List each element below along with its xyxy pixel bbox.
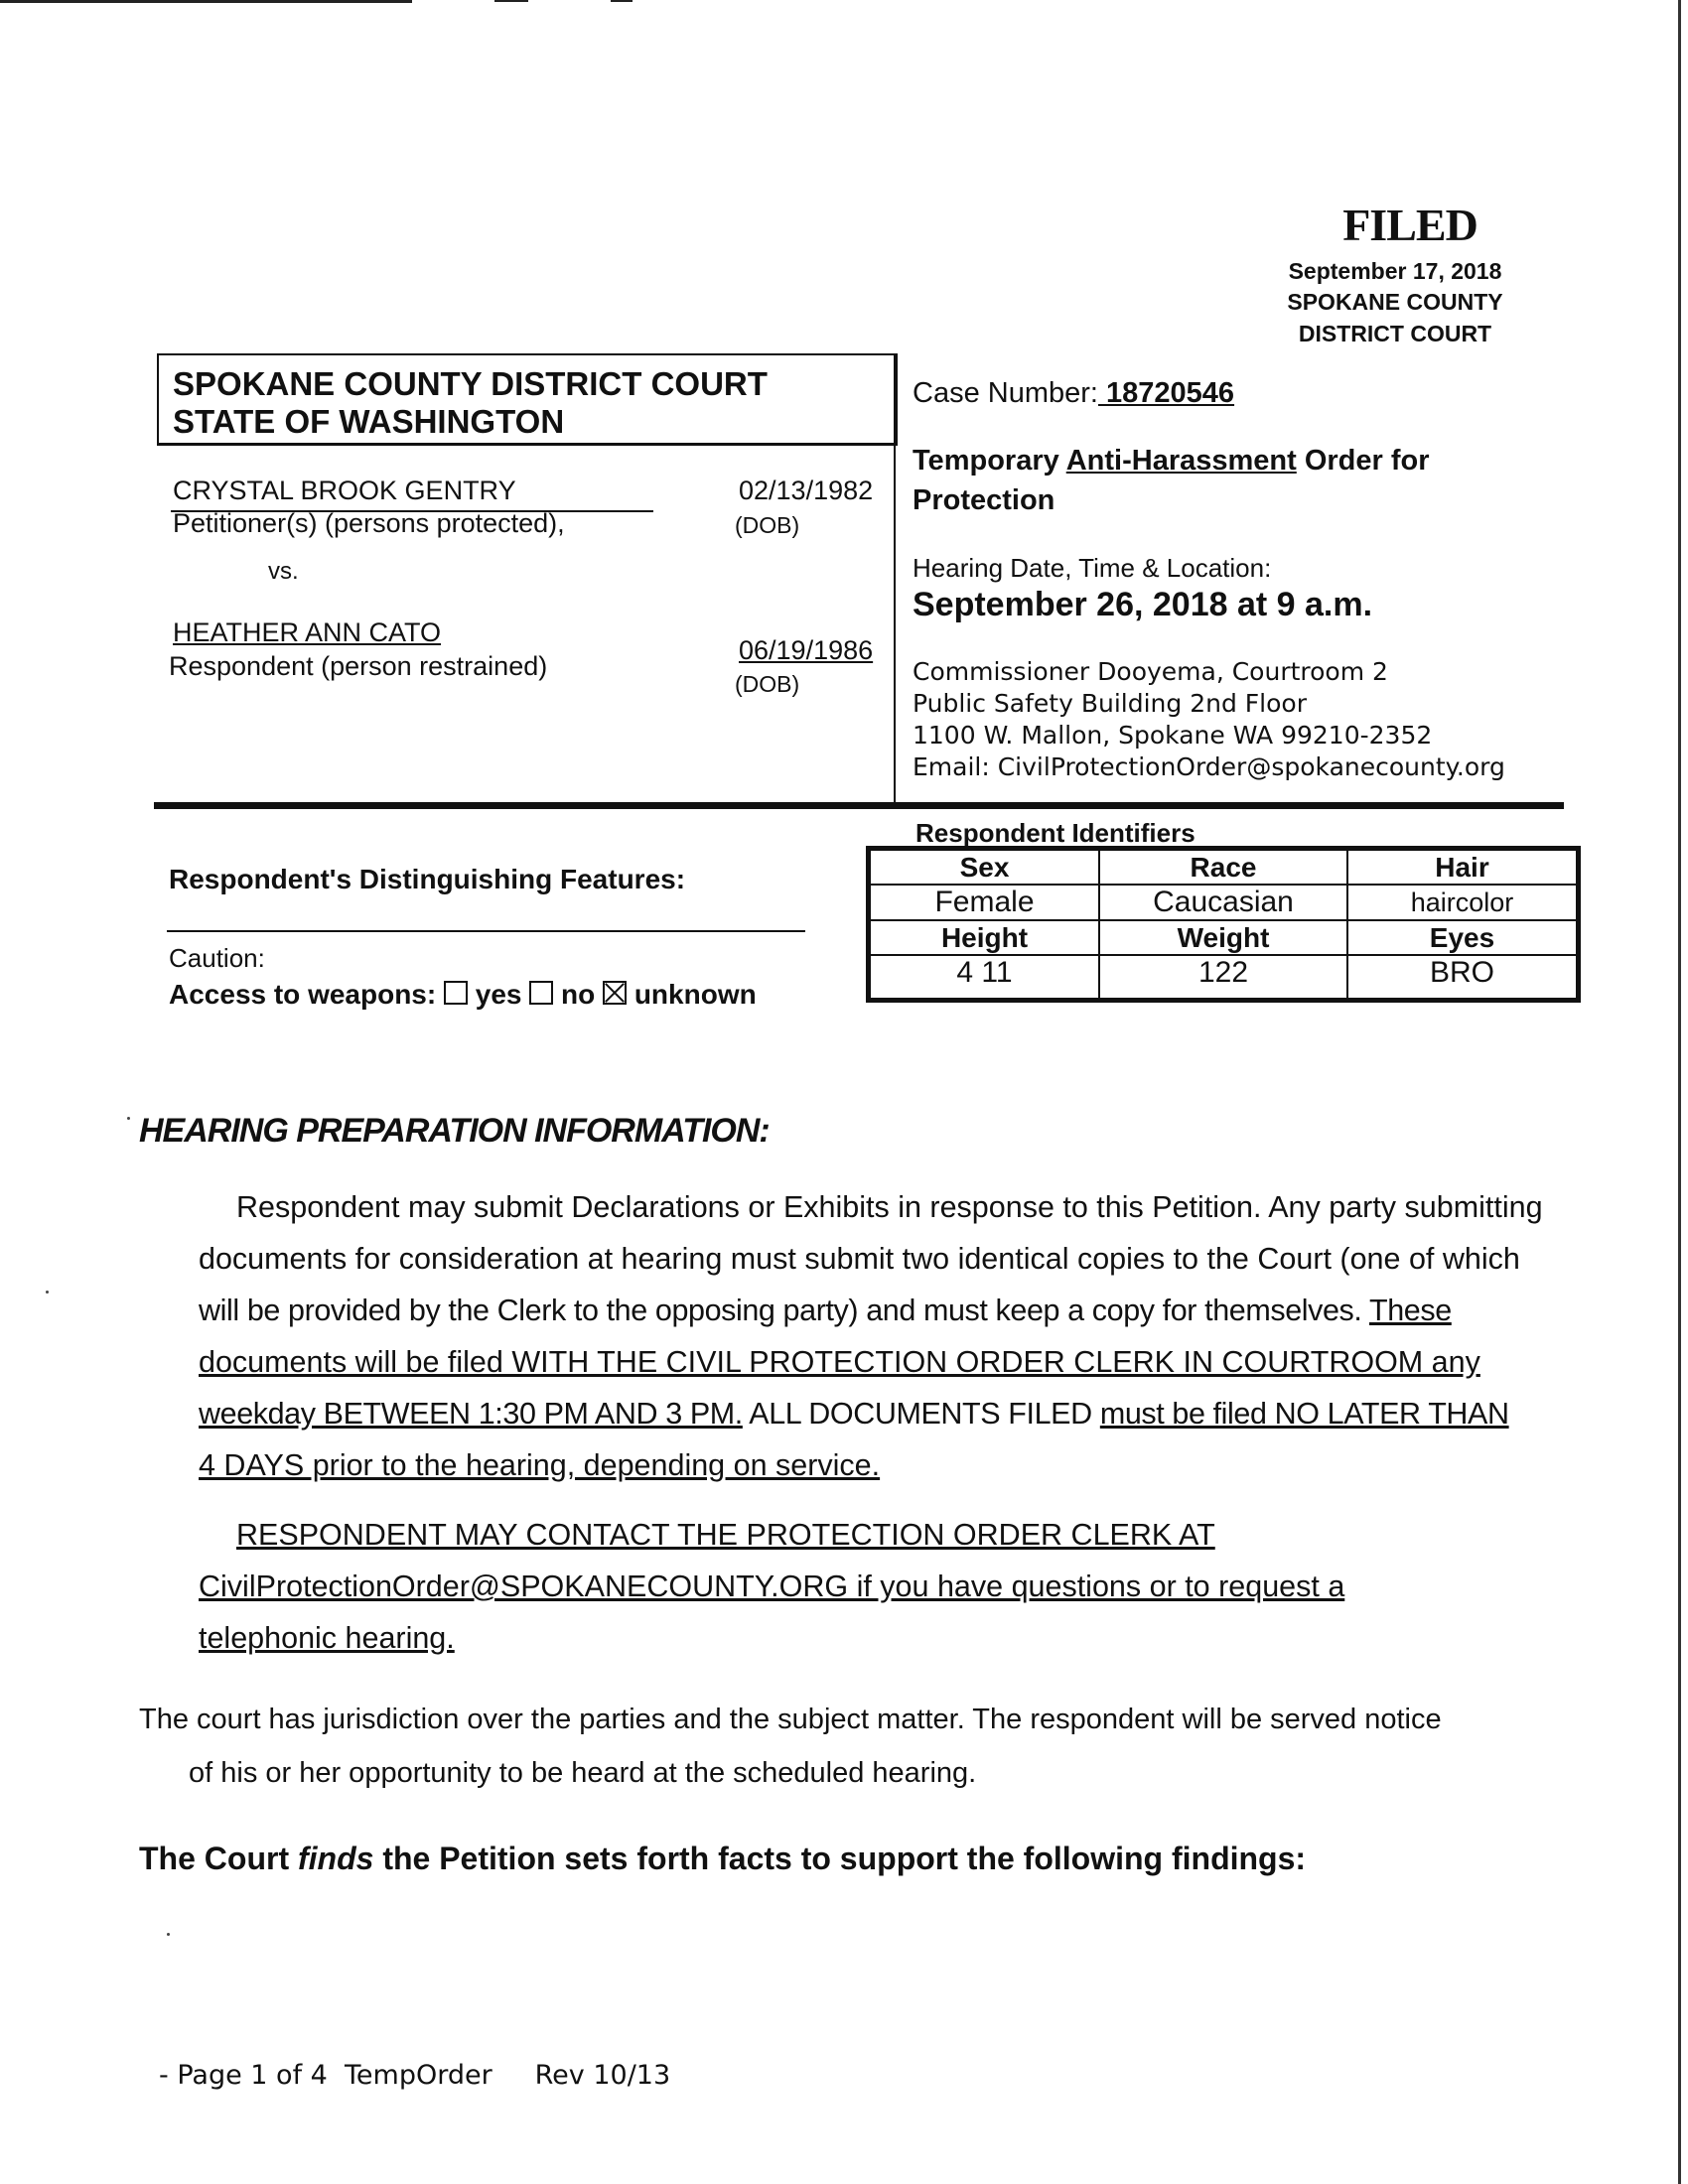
petitioner-name: CRYSTAL BROOK GENTRY <box>173 476 516 505</box>
order-title-line2: Protection <box>913 484 1055 516</box>
stray-mark <box>46 1291 49 1294</box>
scan-line <box>0 0 412 3</box>
header-sex: Sex <box>869 849 1100 886</box>
order-title-post: Order for <box>1296 445 1430 477</box>
respondent-role: Respondent (person restrained) <box>169 651 548 681</box>
para-line: documents will be filed WITH THE CIVIL PROTECTION ORDER CLERK IN COURTROOM any <box>199 1345 1480 1379</box>
court-name: SPOKANE COUNTY DISTRICT COURT <box>173 365 768 402</box>
petitioner-role: Petitioner(s) (persons protected), <box>173 508 565 538</box>
case-number-label: Case Number: <box>913 377 1098 409</box>
table-row <box>869 955 1579 1001</box>
value-weight: 122 <box>1099 955 1347 1001</box>
table-row <box>869 885 1579 920</box>
header-race: Race <box>1099 849 1347 886</box>
findings-emphasis: finds <box>297 1841 374 1876</box>
footer-form: TempOrder Rev 10/13 <box>327 2060 671 2091</box>
identifiers-table <box>866 846 1581 1003</box>
findings-line <box>139 1841 1306 1877</box>
scan-mark <box>494 0 528 2</box>
para-line <box>199 1388 1549 1439</box>
identifiers-title: Respondent Identifiers <box>915 818 1196 848</box>
page-footer <box>159 2060 670 2091</box>
para-text: ALL DOCUMENTS FILED <box>742 1397 1100 1431</box>
para-line: Respondent may submit Declarations or Exhibits in response to this Petition. Any party submitting <box>236 1190 1543 1224</box>
para-line: documents for consideration at hearing must submit two identical copies to the Court (one of which <box>199 1242 1520 1276</box>
findings-pre: The Court <box>139 1841 298 1876</box>
para-line <box>199 1285 1549 1336</box>
para-text-underlined: weekday BETWEEN 1:30 PM AND 3 PM. <box>199 1397 743 1431</box>
weapons-unknown-label: unknown <box>633 979 757 1010</box>
hearing-prep-paragraph-1 <box>236 1181 1547 1233</box>
filed-stamp-court2: DISTRICT COURT <box>1298 321 1492 346</box>
para-text: will be provided by the Clerk to the opposing party) and must keep a copy for themselves. <box>199 1294 1369 1327</box>
weapons-no-label: no <box>561 979 596 1010</box>
location-line2: Public Safety Building 2nd Floor <box>913 689 1307 718</box>
petitioner-dob-label: (DOB) <box>735 512 800 538</box>
location-email: Email: CivilProtectionOrder@spokanecounty.org <box>913 752 1505 781</box>
petitioner-dob: 02/13/1982 <box>739 476 874 505</box>
para-line: 4 DAYS prior to the hearing, depending on service. <box>199 1448 881 1482</box>
case-number: 18720546 <box>1097 377 1235 409</box>
weapons-no-checkbox[interactable] <box>529 981 553 1005</box>
header-weight: Weight <box>1099 920 1347 955</box>
stray-mark <box>167 1933 170 1936</box>
weapons-yes-label: yes <box>475 979 522 1010</box>
order-title-pre: Temporary <box>913 445 1066 477</box>
contact-line-2: CivilProtectionOrder@SPOKANECOUNTY.ORG if you have questions or to request a <box>199 1570 1345 1603</box>
caption-divider <box>894 353 896 804</box>
respondent-dob-label: (DOB) <box>735 671 800 697</box>
footer-page: 1 <box>250 2060 268 2091</box>
versus: vs. <box>268 558 299 585</box>
header-height: Height <box>869 920 1100 955</box>
order-title <box>913 445 1430 478</box>
table-row <box>869 920 1579 955</box>
location-line1: Commissioner Dooyema, Courtroom 2 <box>913 657 1388 686</box>
caution-label: Caution: <box>169 943 265 973</box>
state-name: STATE OF WASHINGTON <box>173 403 565 440</box>
weapons-label: Access to weapons: <box>169 979 437 1010</box>
weapons-row <box>169 979 757 1011</box>
contact-line-3: telephonic hearing. <box>199 1621 455 1655</box>
footer-of: of <box>267 2060 311 2091</box>
header-hair: Hair <box>1347 849 1579 886</box>
footer-total: 4 <box>310 2060 328 2091</box>
value-sex: Female <box>869 885 1100 920</box>
order-title-type: Anti-Harassment <box>1065 445 1297 477</box>
caption-bottom-rule <box>154 802 1564 809</box>
value-hair: haircolor <box>1347 885 1579 920</box>
value-race: Caucasian <box>1099 885 1347 920</box>
jurisdiction-line-1: The court has jurisdiction over the parties and the subject matter. The respondent will be served notice <box>139 1704 1442 1735</box>
jurisdiction-line-2: of his or her opportunity to be heard at the scheduled hearing. <box>189 1757 977 1789</box>
footer-text: - Page <box>159 2060 251 2091</box>
contact-line-1: RESPONDENT MAY CONTACT THE PROTECTION ORDER CLERK AT <box>236 1518 1215 1552</box>
header-eyes: Eyes <box>1347 920 1579 955</box>
value-eyes: BRO <box>1347 955 1579 1001</box>
hearing-label: Hearing Date, Time & Location: <box>913 553 1272 583</box>
para-text-underlined: must be filed NO LATER THAN <box>1099 1397 1509 1431</box>
hearing-prep-heading: HEARING PREPARATION INFORMATION: <box>139 1112 770 1150</box>
findings-post: the Petition sets forth facts to support the following findings: <box>373 1841 1307 1876</box>
value-height: 4 11 <box>869 955 1100 1001</box>
filed-stamp-date: September 17, 2018 <box>1288 258 1502 284</box>
features-heading: Respondent's Distinguishing Features: <box>169 864 686 894</box>
hearing-prep-paragraph-1-cont <box>199 1233 1549 1491</box>
stray-mark <box>127 1117 130 1120</box>
table-row <box>869 849 1579 886</box>
page-edge-line <box>1678 0 1681 2184</box>
filed-stamp-court1: SPOKANE COUNTY <box>1287 289 1503 315</box>
scan-mark <box>611 0 633 2</box>
para-text-underlined: These <box>1369 1294 1452 1327</box>
location-line3: 1100 W. Mallon, Spokane WA 99210-2352 <box>913 721 1433 750</box>
hearing-datetime: September 26, 2018 at 9 a.m. <box>913 586 1373 623</box>
features-line <box>167 930 805 932</box>
respondent-name: HEATHER ANN CATO <box>173 617 442 647</box>
case-number-line <box>913 377 1234 410</box>
weapons-yes-checkbox[interactable] <box>444 981 468 1005</box>
weapons-unknown-checkbox[interactable] <box>603 981 627 1005</box>
respondent-dob: 06/19/1986 <box>739 635 874 665</box>
filed-stamp-word: FILED <box>1342 200 1477 250</box>
